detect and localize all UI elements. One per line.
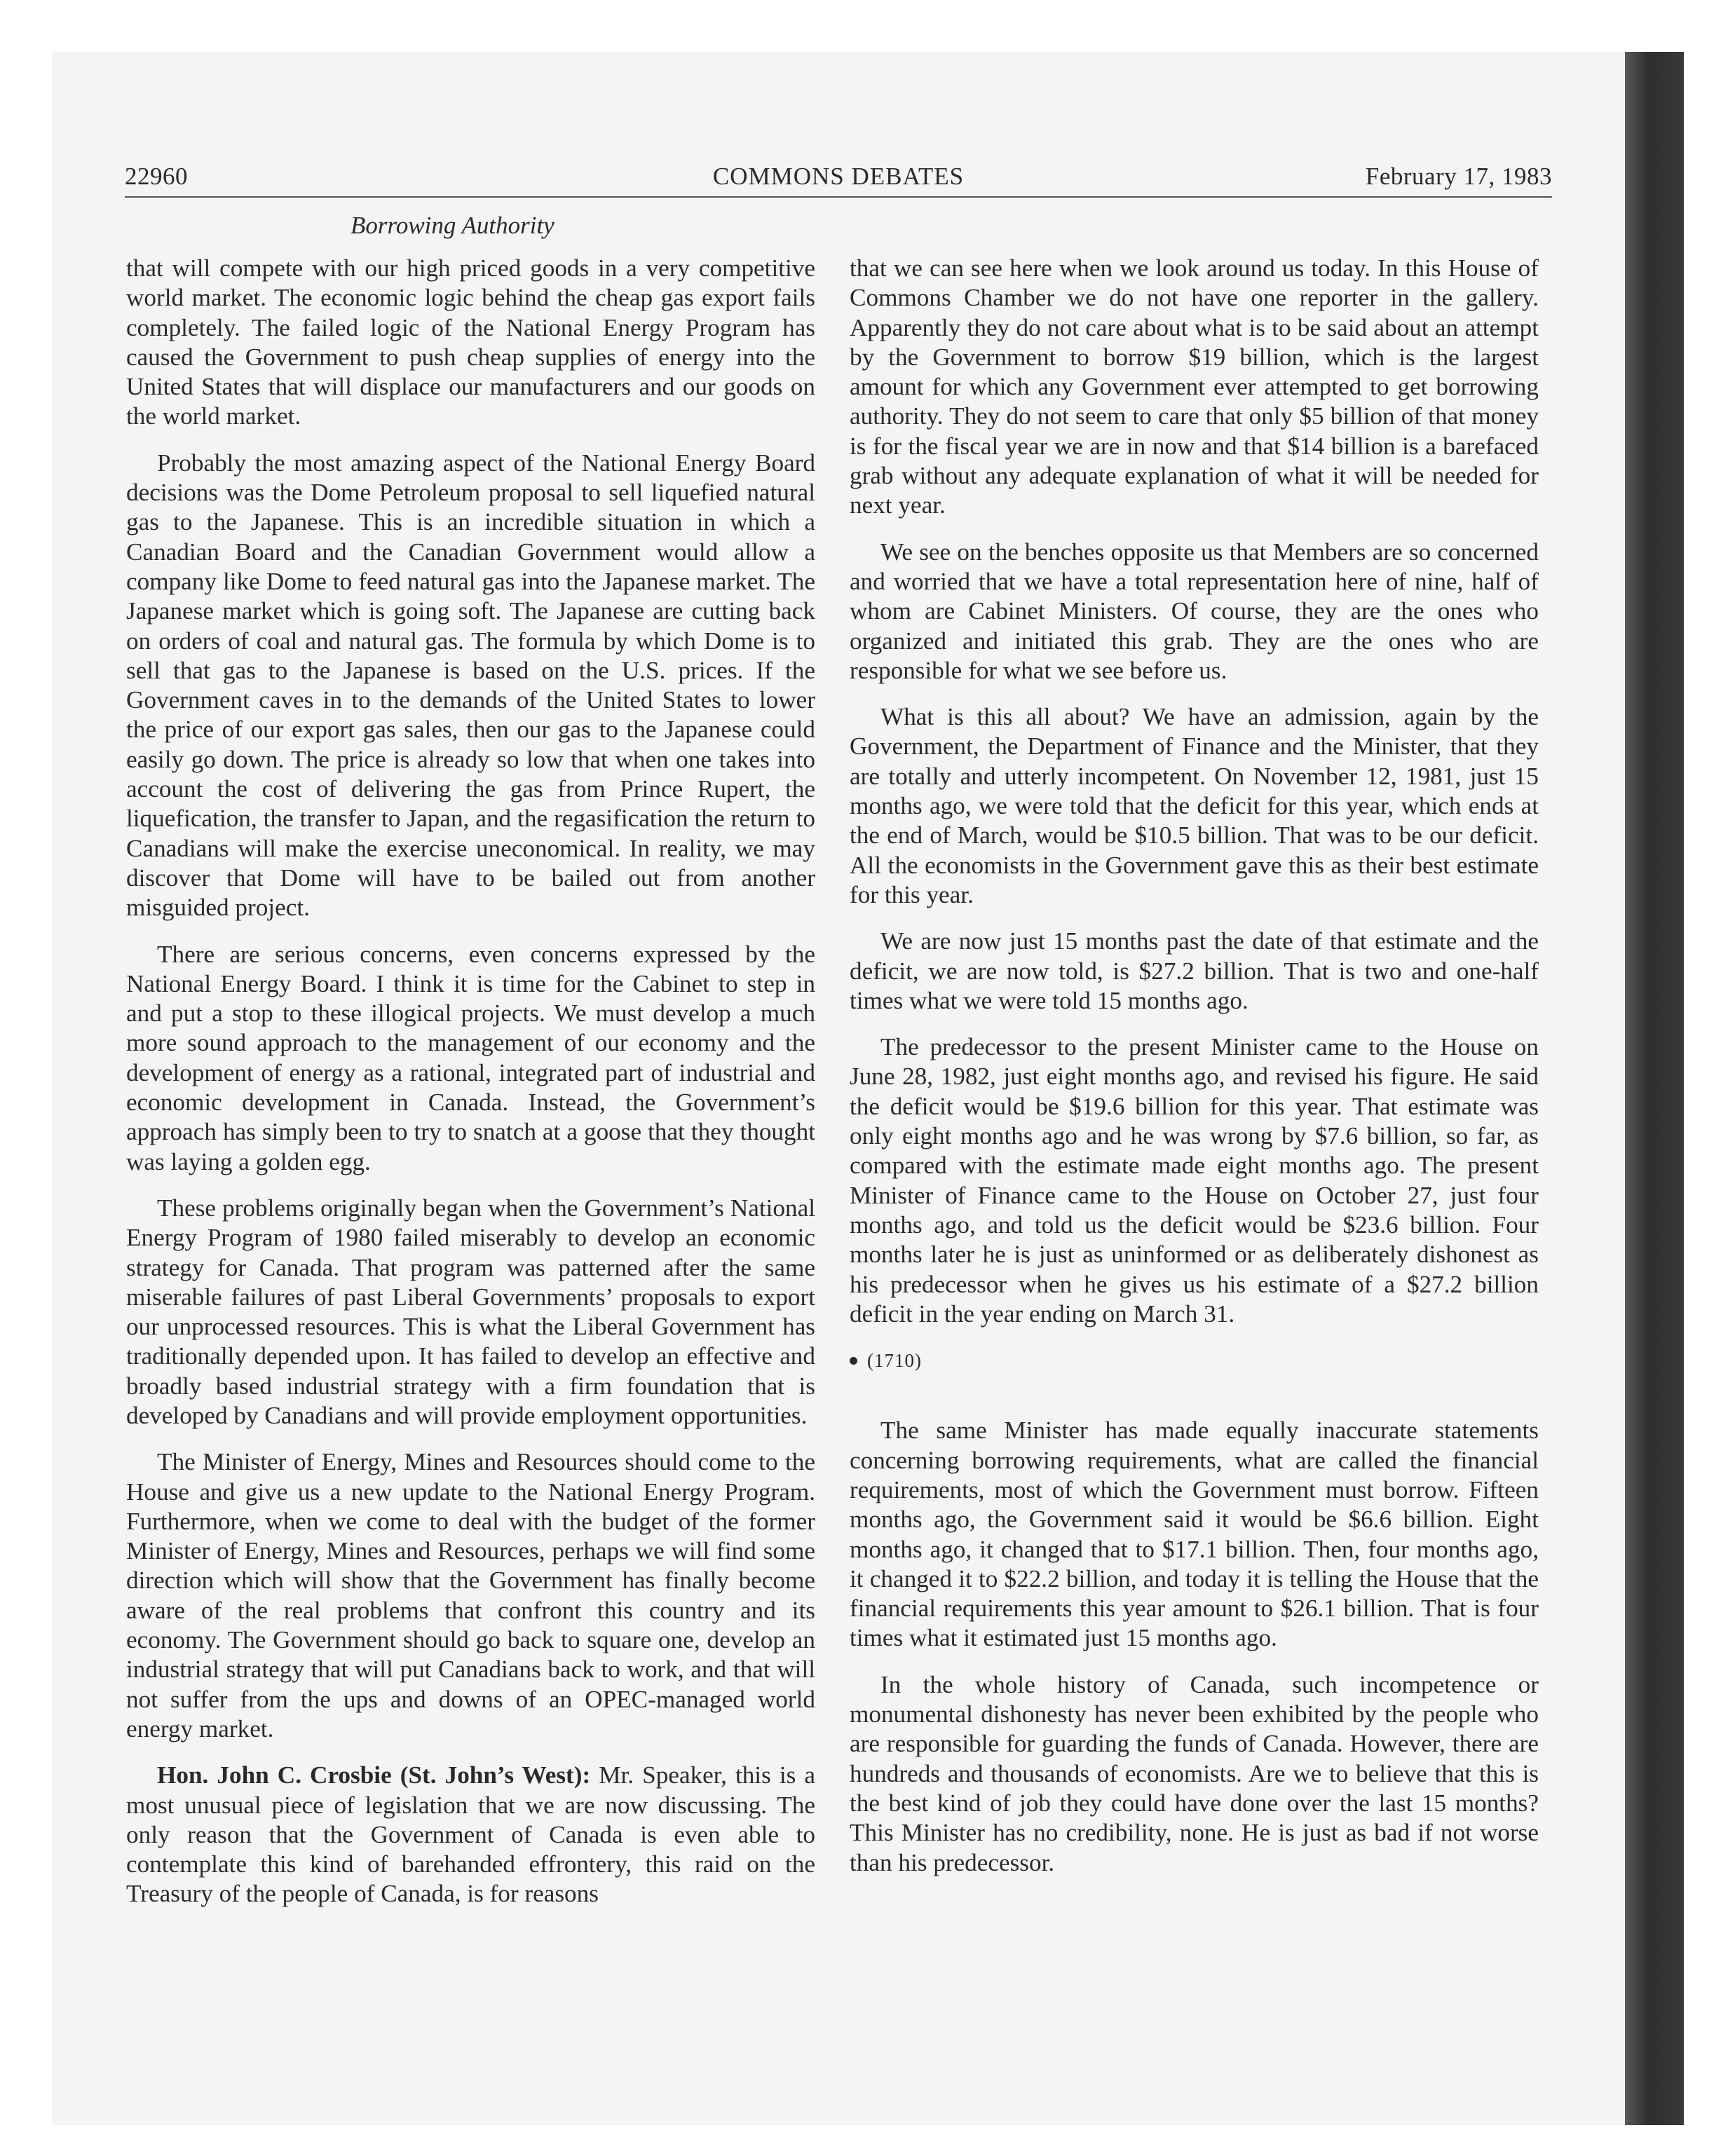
journal-title: COMMONS DEBATES bbox=[712, 163, 965, 190]
header-rule bbox=[125, 196, 1552, 198]
paragraph: We see on the benches opposite us that Members are so concerned and worried that we have a total representation here of nine, half of whom are Cabinet Ministers. Of course, they are the ones who organized and initiated this grab. They are the ones who are responsible for what we see before us. bbox=[850, 538, 1539, 684]
time-marker bbox=[850, 1346, 1539, 1375]
paragraph: What is this all about? We have an admission, again by the Government, the Department of Finance and the Minister, that they are totally and utterly incompetent. On November 12, 1981, just 15 months ago, we were told that the deficit for this year, which ends at the end of March, would be $10.5 billion. That was to be our deficit. All the economists in the Government gave this as their best estimate for this year. bbox=[850, 703, 1539, 908]
time-marker-label: (1710) bbox=[867, 1350, 922, 1372]
paragraph: Probably the most amazing aspect of the National Energy Board decisions was the Dome Petroleum proposal to sell liquefied natural gas to the Japanese. This is an incredible situation in which a Canadian Board and the Canadian Government would allow a company like Dome to feed natural gas into the Japanese market. The Japanese market which is going soft. The Japanese are cutting back on orders of coal and natural gas. The formula by which Dome is to sell that gas to the Japanese is based on the U.S. prices. If the Government caves in to the demands of the United States to lower the price of our export gas sales, then our gas to the Japanese could easily go down. The price is already so low that when one takes into account the cost of delivering the gas from Prince Rupert, the liquefication, the transfer to Japan, and the regasification the return to Canadians will make the exercise uneconomical. In reality, we may discover that Dome will have to be bailed out from another misguided project. bbox=[126, 449, 815, 922]
paragraph: that we can see here when we look around us today. In this House of Commons Chamber we do not have one reporter in the gallery. Apparently they do not care about what is to be said about an attempt by the Government to borrow $19 billion, which is the largest amount for which any Government ever attempted to get borrowing authority. They do not seem to care that only $5 billion of that money is for the fiscal year we are in now and that $14 billion is a barefaced grab without any adequate explanation of what it will be needed for next year. bbox=[850, 254, 1539, 519]
speaker-text: Mr. Speaker, this is a most unusual piece of legislation that we are now discussing. The only reason that the Government of Canada is even able to contemplate this kind of barehanded effrontery, this raid on the Treasury of the people of Canada, is for reasons bbox=[126, 1761, 815, 1908]
right-column bbox=[850, 254, 1539, 1895]
left-column bbox=[126, 254, 815, 1926]
paragraph: We are now just 15 months past the date of that estimate and the deficit, we are now told, is $27.2 billion. That is two and one-half times what we were told 15 months ago. bbox=[850, 927, 1539, 1014]
running-header bbox=[125, 163, 1552, 196]
issue-date: February 17, 1983 bbox=[1365, 163, 1552, 190]
speaker-paragraph bbox=[126, 1761, 815, 1909]
paragraph: The predecessor to the present Minister came to the House on June 28, 1982, just eight months ago, and revised his figure. He said the deficit would be $19.6 billion for this year. That estimate was only eight months ago and he was wrong by $7.6 billion, so far, as compared with the estimate made eight months ago. The present Minister of Finance came to the House on October 27, just four months ago, and told us the deficit would be $23.6 billion. Four months later he is just as uninformed or as deliberately dishonest as his predecessor when he gives us his estimate of a $27.2 billion deficit in the year ending on March 31. bbox=[850, 1033, 1539, 1328]
section-heading: Borrowing Authority bbox=[351, 212, 554, 239]
page-binding-edge bbox=[1625, 52, 1684, 2125]
paragraph: These problems originally began when the Government’s National Energy Program of 1980 failed miserably to develop an economic strategy for Canada. That program was patterned after the same miserable failures of past Liberal Governments’ proposals to export our unprocessed resources. This is what the Liberal Government has traditionally depended upon. It has failed to develop an effective and broadly based industrial strategy with a firm foundation that is developed by Canadians and will provide employment opportunities. bbox=[126, 1194, 815, 1429]
paragraph: There are serious concerns, even concerns expressed by the National Energy Board. I think it is time for the Cabinet to step in and put a stop to these illogical projects. We must develop a much more sound approach to the management of our economy and the development of energy as a rational, integrated part of industrial and economic development in Canada. Instead, the Government’s approach has simply been to try to snatch at a goose that they thought was laying a golden egg. bbox=[126, 940, 815, 1175]
paragraph: that will compete with our high priced goods in a very competitive world market. The economic logic behind the cheap gas export fails completely. The failed logic of the National Energy Program has caused the Government to push cheap supplies of energy into the United States that will displace our manufacturers and our goods on the world market. bbox=[126, 254, 815, 430]
paragraph: In the whole history of Canada, such incompetence or monumental dishonesty has never been exhibited by the people who are responsible for guarding the funds of Canada. However, there are hundreds and thousands of economists. Are we to believe that this is the best kind of job they could have done over the last 15 months? This Minister has no credibility, none. He is just as bad if not worse than his predecessor. bbox=[850, 1670, 1539, 1876]
page-number: 22960 bbox=[125, 163, 188, 190]
paragraph: The Minister of Energy, Mines and Resources should come to the House and give us a new update to the National Energy Program. Furthermore, when we come to deal with the budget of the former Minister of Energy, Mines and Resources, perhaps we will find some direction which will show that the Government has finally become aware of the real problems that confront this country and its economy. The Government should go back to square one, develop an industrial strategy that will put Canadians back to work, and that will not suffer from the ups and downs of an OPEC-managed world energy market. bbox=[126, 1448, 815, 1742]
speaker-name: Hon. John C. Crosbie (St. John’s West): bbox=[157, 1761, 591, 1789]
paragraph: The same Minister has made equally inaccurate statements concerning borrowing requirements, what are called the financial requirements, most of which the Government must borrow. Fifteen months ago, the Government said it would be $6.6 billion. Eight months ago, it changed that to $17.1 billion. Then, four months ago, it changed it to $22.2 billion, and today it is telling the House that the financial requirements this year amount to $26.1 billion. That is four times what it estimated just 15 months ago. bbox=[850, 1417, 1539, 1652]
bullet-icon bbox=[850, 1357, 857, 1365]
